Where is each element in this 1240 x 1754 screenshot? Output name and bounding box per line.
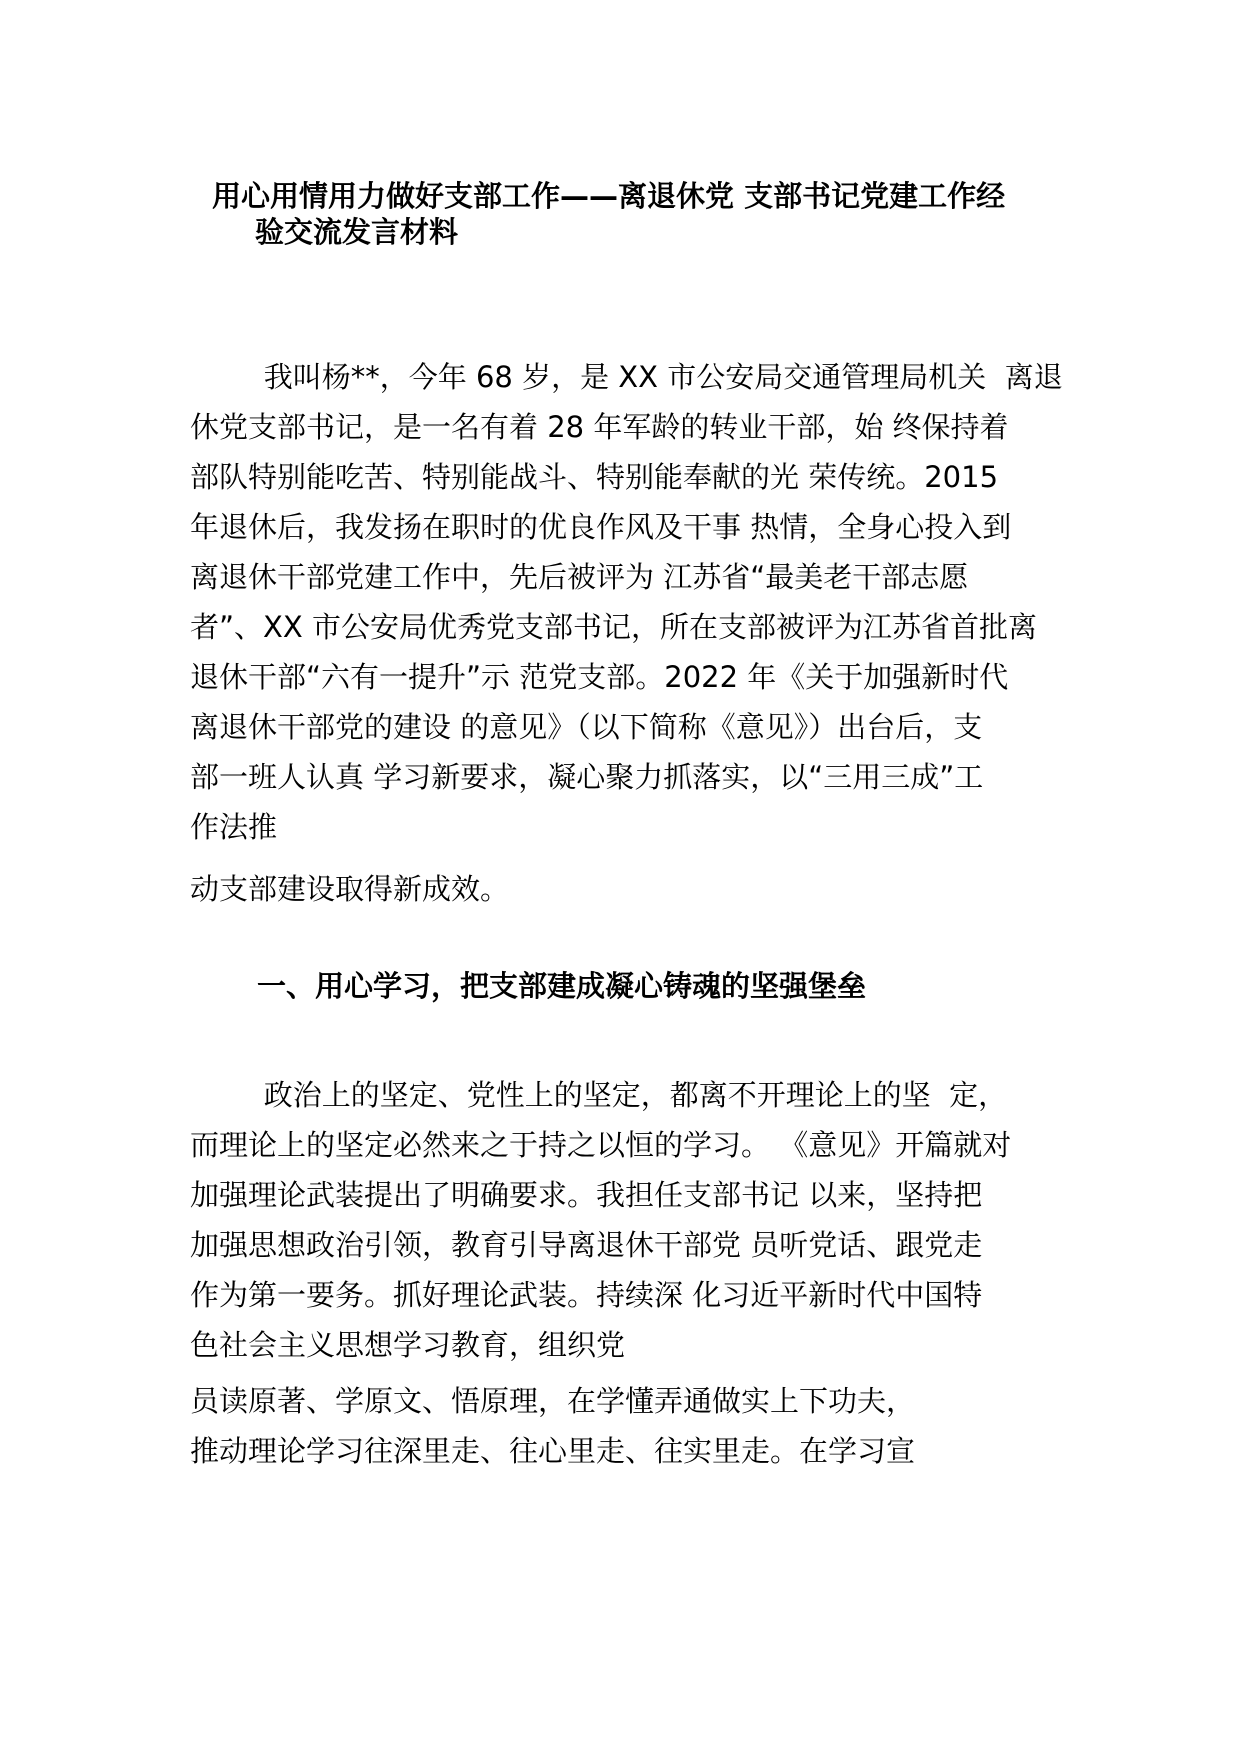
paragraph-line: 作法推 xyxy=(190,810,278,844)
paragraph-line: 作为第一要务。抓好理论武装。持续深 化习近平新时代中国特 xyxy=(190,1278,983,1312)
title-line-1: 用心用情用力做好支部工作——离退休党 支部书记党建工作经 xyxy=(212,179,1006,213)
title-line-2: 验交流发言材料 xyxy=(255,215,459,249)
paragraph-intro xyxy=(190,352,1085,852)
paragraph-line: 离退休干部党的建设 的意见》（以下简称《意见》）出台后，支 xyxy=(190,710,983,744)
paragraph-line: 动支部建设取得新成效。 xyxy=(190,872,510,906)
paragraph-line: 退休干部“六有一提升”示 范党支部。2022 年《关于加强新时代 xyxy=(190,660,1009,694)
paragraph-line: 员读原著、学原文、悟原理，在学懂弄通做实上下功夫， xyxy=(190,1384,916,1418)
paragraph-line: 部一班人认真 学习新要求，凝心聚力抓落实，以“三用三成”工 xyxy=(190,760,984,794)
paragraph-line: 部队特别能吃苦、特别能战斗、特别能奉献的光 荣传统。2015 xyxy=(190,460,999,494)
paragraph-line: 年退休后，我发扬在职时的优良作风及干事 热情，全身心投入到 xyxy=(190,510,1012,544)
section-heading-1: 一、用心学习，把支部建成凝心铸魂的坚强堡垒 xyxy=(257,969,867,1003)
paragraph-line: 而理论上的坚定必然来之于持之以恒的学习。 《意见》开篇就对 xyxy=(190,1128,1012,1162)
document-title xyxy=(212,178,1072,250)
paragraph-section-1 xyxy=(190,1070,1085,1370)
paragraph-line: 者”、XX 市公安局优秀党支部书记，所在支部被评为江苏省首批离 xyxy=(190,610,1037,644)
paragraph-line: 休党支部书记，是一名有着 28 年军龄的转业干部，始 终保持着 xyxy=(190,410,1009,444)
paragraph-line: 政治上的坚定、党性上的坚定，都离不开理论上的坚 定， xyxy=(190,1078,1008,1112)
paragraph-line: 加强理论武装提出了明确要求。我担任支部书记 以来，坚持把 xyxy=(190,1178,983,1212)
paragraph-line: 推动理论学习往深里走、往心里走、往实里走。在学习宣 xyxy=(190,1434,916,1468)
paragraph-section-1-continued xyxy=(190,1376,1085,1476)
paragraph-line: 色社会主义思想学习教育，组织党 xyxy=(190,1328,626,1362)
paragraph-line: 离退休干部党建工作中，先后被评为 江苏省“最美老干部志愿 xyxy=(190,560,969,594)
paragraph-intro-continued xyxy=(190,864,1085,914)
paragraph-line: 我叫杨**，今年 68 岁，是 XX 市公安局交通管理局机关 离退 xyxy=(190,360,1063,394)
paragraph-line: 加强思想政治引领，教育引导离退休干部党 员听党话、跟党走 xyxy=(190,1228,983,1262)
